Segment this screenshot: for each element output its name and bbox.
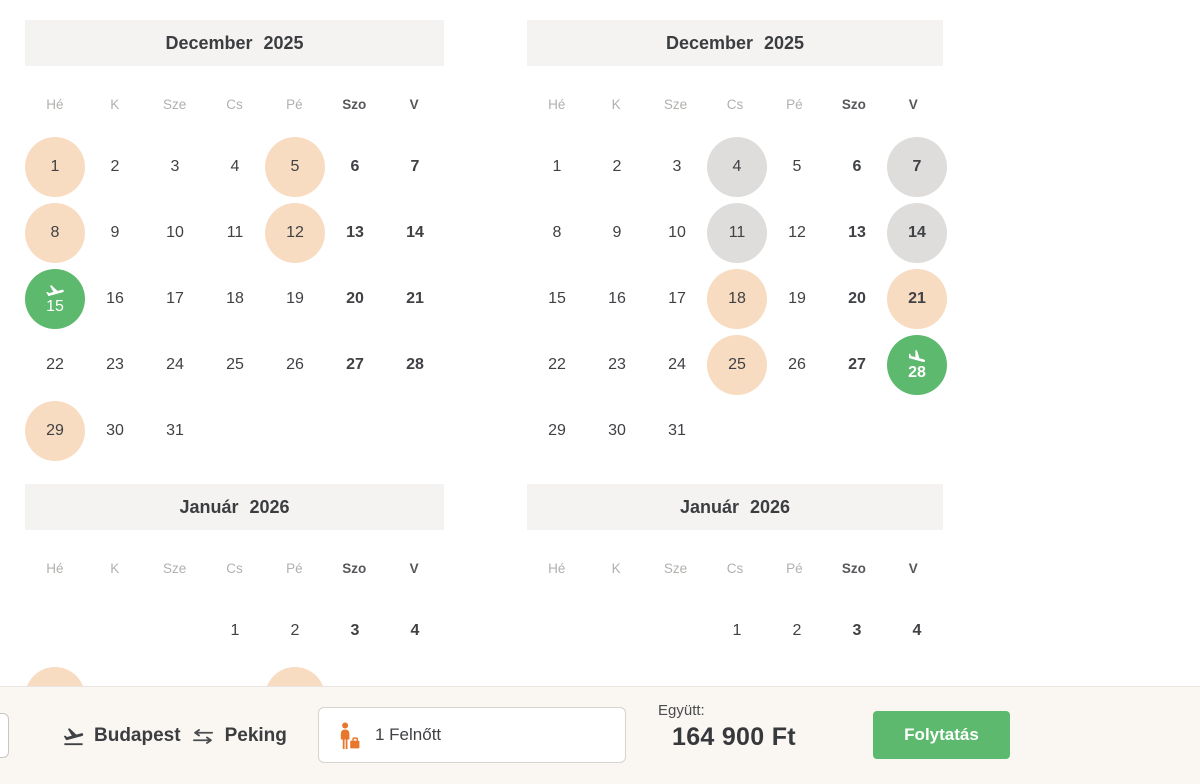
day-number: 5 <box>290 158 300 175</box>
weekday-label: V <box>409 561 419 576</box>
day-number: 4 <box>912 622 922 639</box>
day-cell <box>325 332 385 398</box>
day-cell <box>145 134 205 200</box>
day[interactable] <box>85 137 145 197</box>
day[interactable] <box>325 601 385 661</box>
weekday-label: V <box>409 97 419 112</box>
weekday-label: V <box>908 97 918 112</box>
day-number: 24 <box>668 356 686 373</box>
weekday-label: Cs <box>226 97 243 112</box>
day[interactable] <box>325 335 385 395</box>
day-grid <box>527 134 943 464</box>
day[interactable] <box>385 269 445 329</box>
weekday-label: Pé <box>786 97 803 112</box>
day[interactable] <box>767 203 827 263</box>
day[interactable] <box>385 601 445 661</box>
weekday-label: Szo <box>841 561 866 576</box>
day-cell <box>145 266 205 332</box>
adult-with-briefcase-icon <box>337 722 360 749</box>
day-cell <box>587 332 647 398</box>
day-cell <box>205 200 265 266</box>
day-number: 11 <box>728 224 746 241</box>
day-cell <box>265 266 325 332</box>
day-number: 18 <box>728 290 746 307</box>
day-cell <box>325 200 385 266</box>
plane-landing-icon <box>906 350 928 363</box>
day[interactable] <box>587 401 647 461</box>
day-cell <box>527 332 587 398</box>
day[interactable] <box>827 203 887 263</box>
day-cell <box>85 200 145 266</box>
day[interactable] <box>647 137 707 197</box>
day-number: 30 <box>608 422 626 439</box>
weekday-row <box>527 95 943 115</box>
continue-button[interactable]: Folytatás <box>873 711 1010 759</box>
day[interactable] <box>85 203 145 263</box>
weekday-row <box>25 95 444 115</box>
day-number: 16 <box>608 290 626 307</box>
weekday-label: V <box>908 561 918 576</box>
day[interactable] <box>527 401 587 461</box>
day[interactable] <box>767 137 827 197</box>
day-number: 28 <box>406 356 424 373</box>
day-number: 6 <box>350 158 360 175</box>
day-cell <box>887 200 947 266</box>
day-number: 17 <box>166 290 184 307</box>
weekday-label: K <box>611 97 621 112</box>
available-day[interactable] <box>707 335 767 395</box>
day-number: 4 <box>732 158 742 175</box>
day-cell <box>887 134 947 200</box>
day-cell <box>145 398 205 464</box>
day[interactable] <box>145 137 205 197</box>
day[interactable] <box>205 269 265 329</box>
day-cell <box>325 598 385 664</box>
month-label: December <box>665 32 753 53</box>
day-cell <box>707 200 767 266</box>
day[interactable] <box>85 335 145 395</box>
day-number: 26 <box>286 356 304 373</box>
day[interactable] <box>587 335 647 395</box>
day-cell <box>647 266 707 332</box>
available-day[interactable] <box>25 401 85 461</box>
weekday-label: Sze <box>663 97 688 112</box>
year-label: 2026 <box>749 496 791 517</box>
day[interactable] <box>707 601 767 661</box>
weekday-label: Sze <box>663 561 688 576</box>
empty-day-cell <box>767 398 827 464</box>
day[interactable] <box>527 335 587 395</box>
year-label: 2025 <box>764 32 805 53</box>
day-number: 25 <box>728 356 746 373</box>
day-cell <box>205 134 265 200</box>
weekday-label: Szo <box>342 561 367 576</box>
day-cell <box>527 266 587 332</box>
day-number: 21 <box>406 290 424 307</box>
day-cell <box>707 332 767 398</box>
day[interactable] <box>767 335 827 395</box>
day-number: 29 <box>46 422 64 439</box>
route-to: Peking <box>224 725 287 746</box>
day-cell <box>385 266 445 332</box>
disabled-day <box>887 203 947 263</box>
month-label: December <box>165 32 253 53</box>
day-number: 18 <box>226 290 244 307</box>
day-number: 3 <box>350 622 360 639</box>
total-label: Együtt: <box>658 702 705 719</box>
day-grid <box>25 134 444 464</box>
day-cell <box>265 200 325 266</box>
day-number: 31 <box>668 422 686 439</box>
day-cell <box>25 398 85 464</box>
calendar-month-header <box>527 484 943 530</box>
day-number: 1 <box>50 158 60 175</box>
empty-day-cell <box>385 398 445 464</box>
day[interactable] <box>647 401 707 461</box>
total-price: 164 900 Ft <box>672 723 796 751</box>
day-cell <box>587 134 647 200</box>
weekday-label: Hé <box>46 561 64 576</box>
day-cell <box>325 266 385 332</box>
weekday-label: Hé <box>46 97 64 112</box>
day-cell <box>205 598 265 664</box>
day-number: 22 <box>548 356 566 373</box>
empty-day-cell <box>707 398 767 464</box>
day-cell <box>527 134 587 200</box>
available-day[interactable] <box>265 203 325 263</box>
day-cell <box>647 134 707 200</box>
weekday-label: Hé <box>548 561 566 576</box>
empty-day-cell <box>587 598 647 664</box>
day-cell <box>265 134 325 200</box>
day[interactable] <box>827 137 887 197</box>
empty-day-cell <box>265 398 325 464</box>
weekday-label: Cs <box>726 561 744 576</box>
day-number: 16 <box>106 290 124 307</box>
weekday-label: Hé <box>548 97 566 112</box>
day[interactable] <box>145 203 205 263</box>
day-number: 27 <box>346 356 364 373</box>
day-number: 13 <box>848 224 866 241</box>
calendar-return-december <box>527 20 943 464</box>
day-number: 4 <box>230 158 240 175</box>
calendar-month-header <box>25 20 444 66</box>
day-cell <box>767 200 827 266</box>
day-number: 20 <box>848 290 866 307</box>
day-cell <box>385 134 445 200</box>
day[interactable] <box>587 137 647 197</box>
day[interactable] <box>647 269 707 329</box>
day-cell <box>827 200 887 266</box>
day-number: 1 <box>230 622 240 639</box>
day[interactable] <box>527 203 587 263</box>
calendar-outbound-december <box>25 20 444 464</box>
year-label: 2025 <box>263 32 304 53</box>
day-cell <box>85 266 145 332</box>
day-number: 4 <box>410 622 420 639</box>
day[interactable] <box>887 601 947 661</box>
day-cell <box>145 200 205 266</box>
available-day[interactable] <box>25 137 85 197</box>
day-cell <box>385 332 445 398</box>
weekday-label: Pé <box>786 561 803 576</box>
day[interactable] <box>647 335 707 395</box>
day[interactable] <box>205 137 265 197</box>
day-number: 13 <box>346 224 364 241</box>
empty-day-cell <box>25 598 85 664</box>
day-cell <box>887 266 947 332</box>
day[interactable] <box>827 335 887 395</box>
empty-day-cell <box>325 398 385 464</box>
empty-day-cell <box>827 398 887 464</box>
year-label: 2026 <box>249 496 290 517</box>
weekday-label: Szo <box>841 97 866 112</box>
day[interactable] <box>325 137 385 197</box>
day-number: 3 <box>672 158 682 175</box>
day-number: 8 <box>552 224 562 241</box>
day-cell <box>647 200 707 266</box>
day-number: 1 <box>732 622 742 639</box>
day-cell <box>85 332 145 398</box>
day-cell <box>767 332 827 398</box>
day-cell <box>827 332 887 398</box>
disabled-day <box>707 137 767 197</box>
day-number: 12 <box>788 224 806 241</box>
day-cell <box>707 598 767 664</box>
day-number: 28 <box>908 363 926 381</box>
day-number: 17 <box>668 290 686 307</box>
day[interactable] <box>767 601 827 661</box>
day[interactable] <box>587 203 647 263</box>
day[interactable] <box>385 137 445 197</box>
partial-left-box[interactable] <box>0 713 9 758</box>
day[interactable] <box>827 601 887 661</box>
day-cell <box>85 398 145 464</box>
empty-day-cell <box>527 598 587 664</box>
weekday-row <box>25 559 444 579</box>
day-cell <box>385 598 445 664</box>
day-cell <box>587 398 647 464</box>
day-cell <box>265 598 325 664</box>
day-cell <box>707 134 767 200</box>
day-cell <box>25 266 85 332</box>
day[interactable] <box>205 203 265 263</box>
day[interactable] <box>385 335 445 395</box>
empty-day-cell <box>85 598 145 664</box>
empty-day-cell <box>647 598 707 664</box>
day-cell <box>265 332 325 398</box>
day-cell <box>707 266 767 332</box>
day-cell <box>827 134 887 200</box>
day-number: 23 <box>608 356 626 373</box>
empty-day-cell <box>145 598 205 664</box>
day-number: 1 <box>552 158 562 175</box>
day-cell <box>145 332 205 398</box>
weekday-label: K <box>110 561 120 576</box>
day[interactable] <box>265 335 325 395</box>
day[interactable] <box>265 601 325 661</box>
day-cell <box>25 332 85 398</box>
day-number: 10 <box>166 224 184 241</box>
day[interactable] <box>325 203 385 263</box>
day-number: 15 <box>46 297 64 315</box>
day[interactable] <box>527 137 587 197</box>
day-number: 30 <box>106 422 124 439</box>
day-cell <box>767 266 827 332</box>
day-number: 6 <box>852 158 862 175</box>
day-cell <box>25 200 85 266</box>
day-number: 9 <box>110 224 120 241</box>
swap-arrows-icon <box>190 729 216 744</box>
weekday-label: Cs <box>226 561 243 576</box>
day-cell <box>527 200 587 266</box>
empty-day-cell <box>887 398 947 464</box>
calendar-month-header <box>527 20 943 66</box>
day[interactable] <box>827 269 887 329</box>
day-number: 2 <box>110 158 120 175</box>
day-cell <box>25 134 85 200</box>
weekday-label: Pé <box>286 97 303 112</box>
day-cell <box>205 332 265 398</box>
passenger-selector[interactable] <box>318 707 626 763</box>
day-cell <box>587 266 647 332</box>
day-number: 21 <box>908 290 926 307</box>
day-number: 2 <box>792 622 802 639</box>
day-number: 25 <box>226 356 244 373</box>
weekday-label: Pé <box>286 561 303 576</box>
weekday-label: Sze <box>163 561 187 576</box>
available-day[interactable] <box>265 137 325 197</box>
disabled-day <box>887 137 947 197</box>
day[interactable] <box>767 269 827 329</box>
day[interactable] <box>587 269 647 329</box>
selected-departure-day[interactable] <box>25 269 85 329</box>
day[interactable] <box>385 203 445 263</box>
weekday-label: Cs <box>726 97 744 112</box>
day-cell <box>527 398 587 464</box>
day-number: 29 <box>548 422 566 439</box>
day-cell <box>385 200 445 266</box>
month-label: Január <box>679 496 739 517</box>
day-number: 2 <box>612 158 622 175</box>
summary-bar <box>0 686 1200 784</box>
day[interactable] <box>265 269 325 329</box>
day-number: 10 <box>668 224 686 241</box>
day-cell <box>647 332 707 398</box>
day-cell <box>205 266 265 332</box>
day-cell <box>827 266 887 332</box>
disabled-day <box>707 203 767 263</box>
flight-takeoff-icon <box>62 725 85 748</box>
day[interactable] <box>527 269 587 329</box>
route-from: Budapest <box>94 725 181 746</box>
day-number: 19 <box>286 290 304 307</box>
day-number: 26 <box>788 356 806 373</box>
day-number: 19 <box>788 290 806 307</box>
day-number: 12 <box>286 224 304 241</box>
day-number: 5 <box>792 158 802 175</box>
available-day[interactable] <box>25 203 85 263</box>
day-cell <box>85 134 145 200</box>
available-day[interactable] <box>887 269 947 329</box>
day-cell <box>647 398 707 464</box>
day[interactable] <box>145 335 205 395</box>
day[interactable] <box>145 269 205 329</box>
weekday-label: Sze <box>163 97 187 112</box>
day-number: 2 <box>290 622 300 639</box>
day[interactable] <box>647 203 707 263</box>
day-number: 9 <box>612 224 622 241</box>
day-cell <box>587 200 647 266</box>
day[interactable] <box>25 335 85 395</box>
weekday-row <box>527 559 943 579</box>
day-cell <box>887 332 947 398</box>
day-number: 24 <box>166 356 184 373</box>
day-number: 20 <box>346 290 364 307</box>
day-number: 14 <box>908 224 926 241</box>
day-cell <box>887 598 947 664</box>
day-number: 3 <box>852 622 862 639</box>
day-number: 7 <box>410 158 420 175</box>
plane-takeoff-icon <box>44 284 66 297</box>
day-number: 15 <box>548 290 566 307</box>
day[interactable] <box>85 269 145 329</box>
day-cell <box>325 134 385 200</box>
day[interactable] <box>145 401 205 461</box>
day-cell <box>767 134 827 200</box>
day-number: 11 <box>226 224 244 241</box>
day-number: 22 <box>46 356 64 373</box>
day[interactable] <box>325 269 385 329</box>
weekday-label: K <box>110 97 120 112</box>
passenger-count-label: 1 Felnőtt <box>375 725 442 744</box>
day-number: 7 <box>912 158 922 175</box>
day-number: 3 <box>170 158 180 175</box>
month-label: Január <box>179 496 239 517</box>
day[interactable] <box>205 601 265 661</box>
day-cell <box>767 598 827 664</box>
route-summary <box>62 687 287 784</box>
selected-return-day[interactable] <box>887 335 947 395</box>
calendar-month-header <box>25 484 444 530</box>
weekday-label: Szo <box>342 97 367 112</box>
day-number: 31 <box>166 422 184 439</box>
total-block <box>658 702 796 752</box>
day[interactable] <box>85 401 145 461</box>
available-day[interactable] <box>707 269 767 329</box>
day-number: 8 <box>50 224 60 241</box>
day-number: 14 <box>406 224 424 241</box>
day-cell <box>827 598 887 664</box>
empty-day-cell <box>205 398 265 464</box>
weekday-label: K <box>611 561 621 576</box>
day-number: 23 <box>106 356 124 373</box>
day-number: 27 <box>848 356 866 373</box>
day[interactable] <box>205 335 265 395</box>
